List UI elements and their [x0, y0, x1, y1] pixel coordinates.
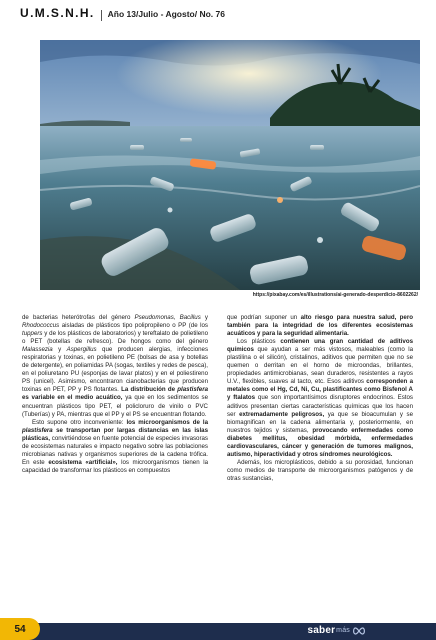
plastic-pollution-photo: [40, 40, 420, 290]
paragraph: Los plásticos contienen una gran cantidad de aditivos químicos que ayudan a ser más vistosos, maleables (como la plastilina o el silicón), cristalinos, aditivos que permiten que no se quemen o derritan en el horno de microondas, brillantes, propiedades antimicrobianas, sean duraderos, resistentes a rayos U.V., flexibles, suaves al tacto, etc. Esos aditivos corresponden a metales como el Hg, Cd, Ni, Cu, plastificantes como Bisfenol A y ftalatos que son importantísimos disruptores endocrinos. Estos aditivos presentan ciertas características químicas que los hacen ser extremadamente peligrosos, ya que se bioacumulan y se biomagnifican en la cadena alimentaria y, posteriormente, en nuestros tejidos y sistemas, provocando enfermedades como diabetes mellitus, obesidad mórbida, enfermedades cardiovasculares, cáncer y generación de tumores malignos, autismo, hiperactividad y otros síndromes neurológicos.: [227, 338, 413, 458]
issue-info: Año 13/Julio - Agosto/ No. 76: [107, 9, 225, 19]
article-column-right: [227, 314, 413, 483]
paragraph: que podrían suponer un alto riesgo para nuestra salud, pero también para la integridad de los diferentes ecosistemas acuáticos y para la seguridad alimentaria.: [227, 314, 413, 338]
image-credit: https://pixabay.com/es/illustrations/ai-generado-desperdicio-8602262/: [252, 292, 418, 298]
page-number: 54: [0, 618, 40, 640]
article-column-left: [22, 314, 208, 475]
header-divider: [101, 10, 102, 21]
logo-text: saber: [307, 625, 336, 636]
page-footer: [0, 616, 436, 640]
paragraph: de bacterias heterótrofas del género Pseudomonas, Bacillus y Rhodococcus aisladas de plásticos tipo polipropileno o PP (de los tuppers y de los plásticos de laboratorios) y tereftalato de polietileno o PET (botellas de refresco). De hongos como del género Malassezia y Aspergillus que producen alergias, infecciones respiratorias y toxinas, en polietileno PE (bolsas de asa y botellas de detergente), en poliamidas PA (sogas, textiles y redes de pesca), en el poliuretano PU (esponjas de lavar platos) y en el poliestireno PS (unicel). Asimismo, encontraron cianobacterias que producen toxinas en PET, PP y PS flotantes. La distribución de plastisfera es variable en el medio acuático, ya que en los sedimentos se encuentran plásticos tipo PET, el policloruro de vinilo o PVC (Tuberías) y PA, mientras que el PP y el PS se encuentran flotando.: [22, 314, 209, 418]
footer-bar: [0, 623, 436, 640]
paragraph: Además, los microplásticos, debido a su porosidad, funcionan como medios de transporte de microorganismos patógenos y de otras sustancias,: [227, 458, 413, 482]
logo-accent: más: [336, 627, 350, 634]
sabermas-logo: [307, 625, 366, 636]
infinity-icon: [352, 627, 366, 635]
university-name: U.M.S.N.H.: [20, 6, 95, 20]
running-header: [20, 6, 420, 24]
paragraph: Esto supone otro inconveniente: los microorganismos de la plastisfera se transportan por largas distancias en las islas plásticas, convirtiéndose en fuente potencial de especies invasoras de ecosistemas naturales e impacto negativo sobre las poblaciones microbianas nativas y organismos superiores de la cadena trófica. En este ecosistema «artificial», los microorganismos tienen la capacidad de transformar los plásticos en compuestos: [22, 418, 209, 474]
